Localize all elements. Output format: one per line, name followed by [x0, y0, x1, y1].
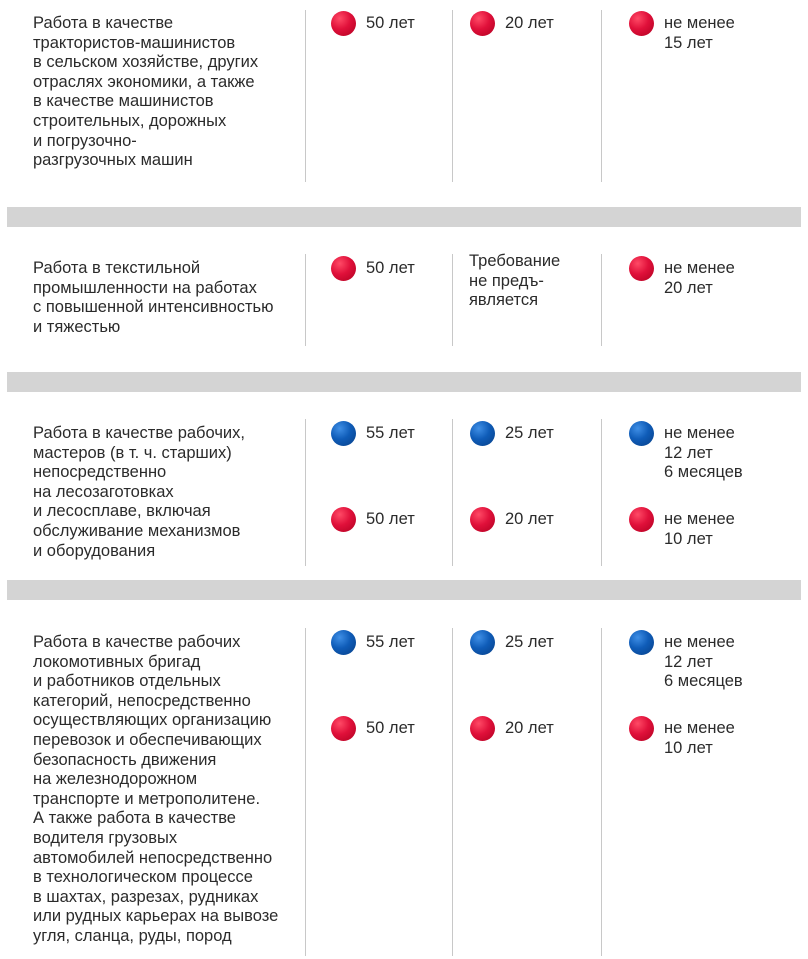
column-divider	[305, 10, 306, 182]
column-divider	[305, 419, 306, 566]
insurance-experience-cell	[470, 424, 554, 446]
women-marker-icon	[470, 716, 495, 741]
retirement-age-value: 50 лет	[366, 510, 415, 528]
retirement-age-cell	[331, 424, 415, 446]
special-experience-value: не менее 10 лет	[664, 510, 735, 548]
women-marker-icon	[470, 507, 495, 532]
column-divider	[601, 419, 602, 566]
women-marker-icon	[629, 256, 654, 281]
retirement-age-cell	[331, 719, 415, 741]
women-marker-icon	[331, 507, 356, 532]
column-divider	[452, 254, 453, 346]
retirement-age-value: 55 лет	[366, 633, 415, 651]
column-divider	[601, 254, 602, 346]
special-experience-value: не менее 12 лет 6 месяцев	[664, 633, 743, 691]
special-experience-value: не менее 12 лет 6 месяцев	[664, 424, 743, 482]
column-divider	[601, 10, 602, 182]
special-experience-cell	[629, 259, 735, 298]
special-experience-cell	[629, 14, 735, 53]
retirement-age-cell	[331, 633, 415, 655]
column-divider	[305, 628, 306, 956]
row-description: Работа в текстильной промышленности на работах с повышенной интенсивностью и тяжестью	[33, 259, 274, 336]
row-separator	[7, 580, 801, 600]
special-experience-cell	[629, 719, 735, 758]
retirement-age-cell	[331, 14, 415, 36]
insurance-experience-value: 20 лет	[505, 14, 554, 32]
men-marker-icon	[470, 630, 495, 655]
column-divider	[452, 419, 453, 566]
column-divider	[452, 10, 453, 182]
column-divider	[452, 628, 453, 956]
row-separator	[7, 207, 801, 227]
insurance-experience-value: 20 лет	[505, 719, 554, 737]
women-marker-icon	[331, 256, 356, 281]
special-experience-value: не менее 20 лет	[664, 259, 735, 297]
special-experience-value: не менее 15 лет	[664, 14, 735, 52]
women-marker-icon	[470, 11, 495, 36]
column-divider	[601, 628, 602, 956]
row-description: Работа в качестве рабочих локомотивных бригад и работников отдельных категорий, непосредственно осуществляющих организацию перевозок и обеспечивающих безопасность движения на железнодорожном транспорте и метрополитене. А также работа в качестве водителя грузовых автомобилей непосредственно в технологическом процессе в шахтах, разрезах, рудниках или рудных карьерах на вывозе угля, сланца, руды, пород	[33, 633, 279, 945]
retirement-age-cell	[331, 510, 415, 532]
row-description: Работа в качестве трактористов-машинистов в сельском хозяйстве, других отраслях экономики, а также в качестве машинистов строительных, дорожных и погрузочно- разгрузочных машин	[33, 14, 259, 170]
women-marker-icon	[629, 507, 654, 532]
row-description: Работа в качестве рабочих, мастеров (в т. ч. старших) непосредственно на лесозаготовках и лесосплаве, включая обслуживание механизмов и оборудования	[33, 424, 245, 560]
insurance-experience-cell	[470, 14, 554, 36]
special-experience-cell	[629, 424, 743, 483]
retirement-age-cell	[331, 259, 415, 281]
women-marker-icon	[629, 11, 654, 36]
retirement-age-value: 50 лет	[366, 719, 415, 737]
column-divider	[305, 254, 306, 346]
women-marker-icon	[331, 716, 356, 741]
special-experience-cell	[629, 633, 743, 692]
special-experience-value: не менее 10 лет	[664, 719, 735, 757]
insurance-experience-value: 25 лет	[505, 424, 554, 442]
men-marker-icon	[331, 630, 356, 655]
retirement-age-value: 55 лет	[366, 424, 415, 442]
insurance-experience-value: 25 лет	[505, 633, 554, 651]
experience-note: Требование не предъ- является	[469, 252, 561, 310]
retirement-age-value: 50 лет	[366, 14, 415, 32]
men-marker-icon	[629, 630, 654, 655]
insurance-experience-value: 20 лет	[505, 510, 554, 528]
special-experience-cell	[629, 510, 735, 549]
men-marker-icon	[629, 421, 654, 446]
row-separator	[7, 372, 801, 392]
men-marker-icon	[331, 421, 356, 446]
women-marker-icon	[629, 716, 654, 741]
insurance-experience-cell	[470, 510, 554, 532]
retirement-age-value: 50 лет	[366, 259, 415, 277]
women-marker-icon	[331, 11, 356, 36]
men-marker-icon	[470, 421, 495, 446]
insurance-experience-cell	[470, 633, 554, 655]
insurance-experience-cell	[470, 719, 554, 741]
